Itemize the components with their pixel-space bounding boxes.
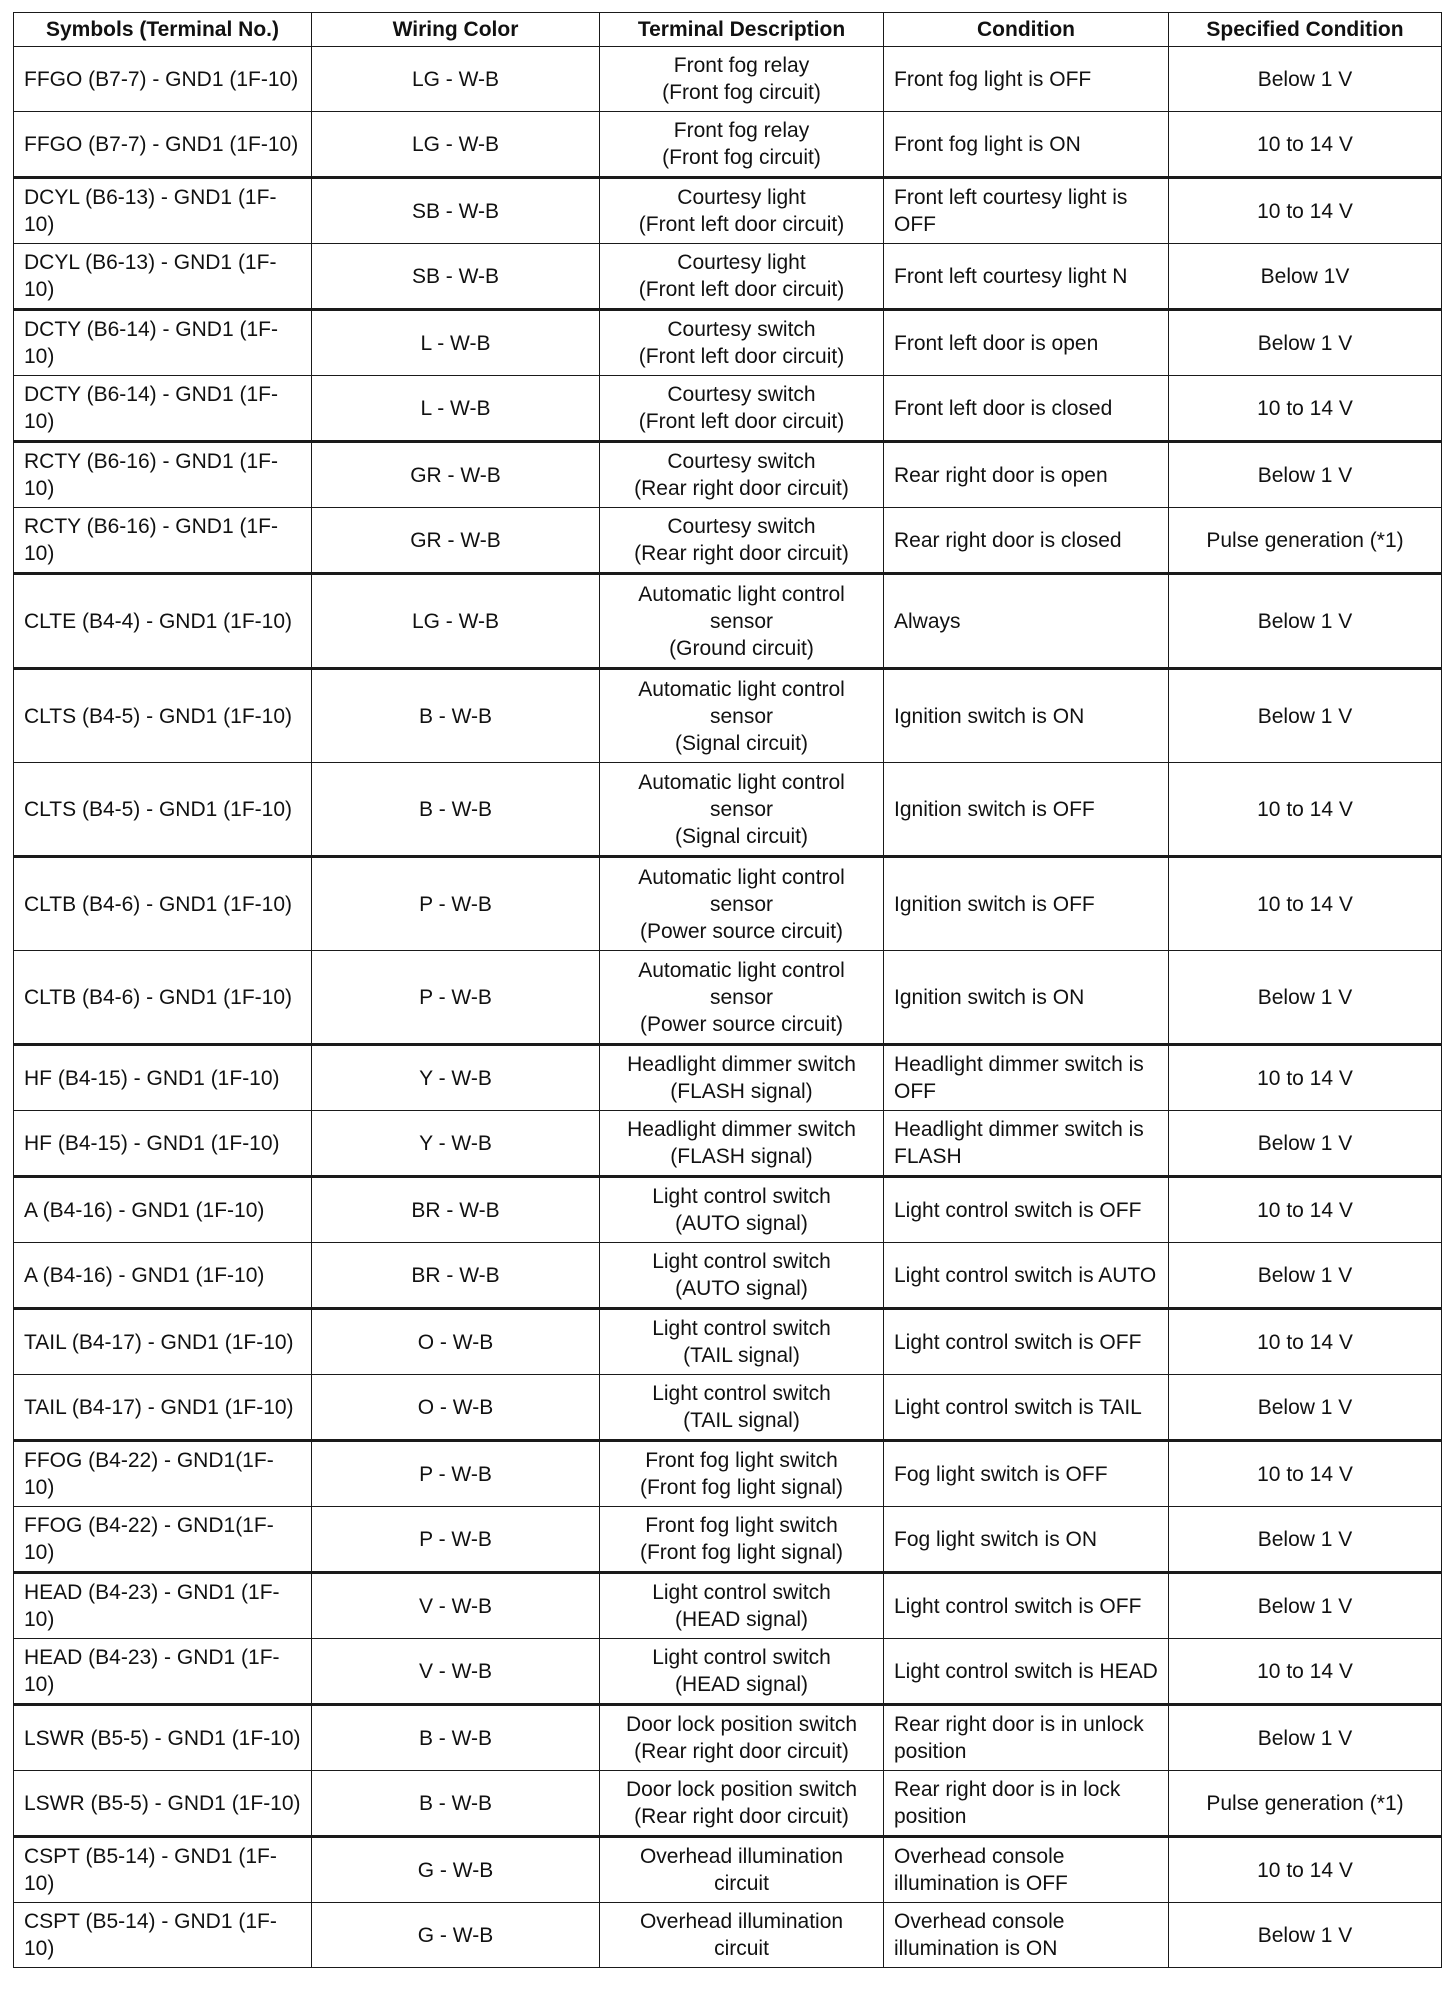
cell-wiring-color: Y - W-B <box>312 1111 600 1177</box>
description-line: (FLASH signal) <box>670 1145 813 1168</box>
table-row <box>14 1243 1442 1309</box>
cell-terminal-description <box>600 1441 884 1507</box>
cell-condition: Rear right door is open <box>884 442 1169 508</box>
description-line: (Signal circuit) <box>674 731 809 755</box>
description-line: (Front left door circuit) <box>638 278 845 301</box>
description-line: Automatic light control <box>638 770 845 794</box>
cell-wiring-color: P - W-B <box>312 951 600 1045</box>
cell-specified-condition: Below 1 V <box>1169 47 1442 112</box>
description-line: Light control switch <box>652 1185 831 1208</box>
description-line: sensor <box>709 704 774 728</box>
table-row <box>14 1309 1442 1375</box>
cell-wiring-color: Y - W-B <box>312 1045 600 1111</box>
table-row <box>14 112 1442 178</box>
table-row <box>14 508 1442 574</box>
cell-wiring-color: G - W-B <box>312 1837 600 1903</box>
cell-wiring-color: B - W-B <box>312 1705 600 1771</box>
cell-terminal-description <box>600 951 884 1045</box>
cell-wiring-color: V - W-B <box>312 1639 600 1705</box>
cell-condition: Rear right door is in unlock position <box>884 1705 1169 1771</box>
cell-symbol: HEAD (B4-23) - GND1 (1F-10) <box>14 1639 312 1705</box>
cell-wiring-color: O - W-B <box>312 1375 600 1441</box>
description-line: Automatic light control <box>638 958 845 982</box>
cell-symbol: A (B4-16) - GND1 (1F-10) <box>14 1177 312 1243</box>
description-line: Front fog relay <box>673 119 810 142</box>
cell-specified-condition: Below 1 V <box>1169 1243 1442 1309</box>
table-row <box>14 1837 1442 1903</box>
cell-specified-condition: 10 to 14 V <box>1169 1837 1442 1903</box>
description-line: Light control switch <box>652 1581 831 1604</box>
description-line: (Ground circuit) <box>669 636 814 660</box>
cell-terminal-description <box>600 310 884 376</box>
description-line: sensor <box>709 797 774 821</box>
cell-condition: Front left courtesy light N <box>884 244 1169 310</box>
cell-terminal-description <box>600 574 884 669</box>
cell-wiring-color: G - W-B <box>312 1903 600 1968</box>
cell-condition: Fog light switch is OFF <box>884 1441 1169 1507</box>
cell-terminal-description <box>600 857 884 951</box>
cell-specified-condition: Below 1 V <box>1169 1375 1442 1441</box>
description-line: (HEAD signal) <box>674 1673 809 1696</box>
cell-symbol: RCTY (B6-16) - GND1 (1F-10) <box>14 508 312 574</box>
table-row <box>14 1573 1442 1639</box>
cell-specified-condition: Pulse generation (*1) <box>1169 1771 1442 1837</box>
cell-symbol: CLTE (B4-4) - GND1 (1F-10) <box>14 574 312 669</box>
cell-symbol: CLTB (B4-6) - GND1 (1F-10) <box>14 951 312 1045</box>
cell-symbol: CLTS (B4-5) - GND1 (1F-10) <box>14 763 312 857</box>
cell-terminal-description <box>600 1903 884 1968</box>
description-line: (AUTO signal) <box>675 1212 808 1235</box>
cell-specified-condition: 10 to 14 V <box>1169 376 1442 442</box>
cell-terminal-description <box>600 1507 884 1573</box>
cell-wiring-color: P - W-B <box>312 1441 600 1507</box>
description-line: (AUTO signal) <box>675 1277 808 1300</box>
cell-specified-condition: 10 to 14 V <box>1169 1309 1442 1375</box>
cell-condition: Front left courtesy light is OFF <box>884 178 1169 244</box>
description-line: (Rear right door circuit) <box>634 1740 849 1763</box>
cell-specified-condition: Below 1 V <box>1169 442 1442 508</box>
cell-specified-condition: 10 to 14 V <box>1169 112 1442 178</box>
description-line: (FLASH signal) <box>670 1080 813 1103</box>
cell-specified-condition: Below 1V <box>1169 244 1442 310</box>
cell-condition: Rear right door is closed <box>884 508 1169 574</box>
description-line: Automatic light control <box>638 582 845 606</box>
cell-condition: Headlight dimmer switch is OFF <box>884 1045 1169 1111</box>
cell-specified-condition: Below 1 V <box>1169 1705 1442 1771</box>
cell-symbol: FFOG (B4-22) - GND1(1F-10) <box>14 1441 312 1507</box>
description-line: Overhead illumination <box>639 1845 844 1868</box>
cell-wiring-color: P - W-B <box>312 857 600 951</box>
header-specified-condition: Specified Condition <box>1169 13 1442 47</box>
table-row <box>14 1177 1442 1243</box>
cell-terminal-description <box>600 1771 884 1837</box>
description-line: (Rear right door circuit) <box>634 477 849 500</box>
table-row <box>14 1705 1442 1771</box>
table-row <box>14 1639 1442 1705</box>
cell-terminal-description <box>600 112 884 178</box>
cell-symbol: DCTY (B6-14) - GND1 (1F-10) <box>14 376 312 442</box>
table-row <box>14 669 1442 763</box>
cell-specified-condition: Below 1 V <box>1169 951 1442 1045</box>
cell-symbol: CLTS (B4-5) - GND1 (1F-10) <box>14 669 312 763</box>
cell-condition: Ignition switch is OFF <box>884 763 1169 857</box>
cell-symbol: DCYL (B6-13) - GND1 (1F-10) <box>14 178 312 244</box>
cell-specified-condition: Below 1 V <box>1169 1111 1442 1177</box>
description-line: Front fog relay <box>673 54 810 77</box>
cell-specified-condition: 10 to 14 V <box>1169 178 1442 244</box>
cell-condition: Front left door is open <box>884 310 1169 376</box>
description-line: sensor <box>709 892 774 916</box>
description-line: Courtesy light <box>677 251 806 274</box>
description-line: Courtesy light <box>677 186 806 209</box>
header-wiring-color: Wiring Color <box>312 13 600 47</box>
cell-condition: Front left door is closed <box>884 376 1169 442</box>
cell-condition: Light control switch is TAIL <box>884 1375 1169 1441</box>
cell-wiring-color: BR - W-B <box>312 1177 600 1243</box>
cell-symbol: HF (B4-15) - GND1 (1F-10) <box>14 1045 312 1111</box>
cell-specified-condition: Below 1 V <box>1169 310 1442 376</box>
description-line: Courtesy switch <box>667 383 816 406</box>
cell-symbol: TAIL (B4-17) - GND1 (1F-10) <box>14 1375 312 1441</box>
cell-terminal-description <box>600 1705 884 1771</box>
cell-condition: Headlight dimmer switch is FLASH <box>884 1111 1169 1177</box>
description-line: Automatic light control <box>638 865 845 889</box>
description-line: (Front left door circuit) <box>638 345 845 368</box>
cell-terminal-description <box>600 763 884 857</box>
cell-symbol: HEAD (B4-23) - GND1 (1F-10) <box>14 1573 312 1639</box>
description-line: (Front fog circuit) <box>662 81 821 104</box>
cell-symbol: FFGO (B7-7) - GND1 (1F-10) <box>14 47 312 112</box>
terminal-table <box>13 12 1442 1968</box>
cell-symbol: DCYL (B6-13) - GND1 (1F-10) <box>14 244 312 310</box>
cell-wiring-color: P - W-B <box>312 1507 600 1573</box>
description-line: (Front fog circuit) <box>662 146 821 169</box>
cell-terminal-description <box>600 1573 884 1639</box>
cell-specified-condition: Below 1 V <box>1169 1573 1442 1639</box>
table-row <box>14 244 1442 310</box>
cell-condition: Overhead console illumination is OFF <box>884 1837 1169 1903</box>
cell-terminal-description <box>600 1177 884 1243</box>
table-row <box>14 574 1442 669</box>
table-row <box>14 1045 1442 1111</box>
cell-symbol: CSPT (B5-14) - GND1 (1F-10) <box>14 1903 312 1968</box>
description-line: Headlight dimmer switch <box>627 1118 856 1141</box>
cell-terminal-description <box>600 442 884 508</box>
cell-condition: Fog light switch is ON <box>884 1507 1169 1573</box>
cell-symbol: A (B4-16) - GND1 (1F-10) <box>14 1243 312 1309</box>
cell-symbol: CLTB (B4-6) - GND1 (1F-10) <box>14 857 312 951</box>
table-row <box>14 1375 1442 1441</box>
cell-wiring-color: GR - W-B <box>312 442 600 508</box>
cell-symbol: FFGO (B7-7) - GND1 (1F-10) <box>14 112 312 178</box>
table-row <box>14 951 1442 1045</box>
cell-specified-condition: 10 to 14 V <box>1169 1441 1442 1507</box>
description-line: Light control switch <box>652 1382 831 1405</box>
table-row <box>14 857 1442 951</box>
cell-specified-condition: Below 1 V <box>1169 574 1442 669</box>
cell-specified-condition: 10 to 14 V <box>1169 1177 1442 1243</box>
cell-wiring-color: BR - W-B <box>312 1243 600 1309</box>
description-line: (TAIL signal) <box>683 1409 800 1432</box>
cell-condition: Front fog light is ON <box>884 112 1169 178</box>
table-row <box>14 442 1442 508</box>
description-line: (Front left door circuit) <box>638 213 845 236</box>
description-line: (Signal circuit) <box>674 824 809 848</box>
cell-terminal-description <box>600 1837 884 1903</box>
table-row <box>14 763 1442 857</box>
cell-symbol: LSWR (B5-5) - GND1 (1F-10) <box>14 1705 312 1771</box>
cell-specified-condition: Pulse generation (*1) <box>1169 508 1442 574</box>
description-line: Courtesy switch <box>667 515 816 538</box>
description-line: (Power source circuit) <box>639 1012 844 1036</box>
cell-wiring-color: O - W-B <box>312 1309 600 1375</box>
description-line: Front fog light switch <box>645 1449 838 1472</box>
cell-condition: Ignition switch is ON <box>884 669 1169 763</box>
description-line: (Front left door circuit) <box>638 410 845 433</box>
table-body <box>14 47 1442 1968</box>
description-line: (Rear right door circuit) <box>634 542 849 565</box>
description-line: Light control switch <box>652 1250 831 1273</box>
header-condition: Condition <box>884 13 1169 47</box>
cell-symbol: FFOG (B4-22) - GND1(1F-10) <box>14 1507 312 1573</box>
description-line: Door lock position switch <box>625 1713 858 1736</box>
header-terminal-description: Terminal Description <box>600 13 884 47</box>
cell-condition: Rear right door is in lock position <box>884 1771 1169 1837</box>
cell-terminal-description <box>600 1111 884 1177</box>
cell-specified-condition: 10 to 14 V <box>1169 857 1442 951</box>
table-row <box>14 1111 1442 1177</box>
description-line: circuit <box>714 1872 769 1895</box>
cell-terminal-description <box>600 508 884 574</box>
cell-wiring-color: GR - W-B <box>312 508 600 574</box>
cell-condition: Overhead console illumination is ON <box>884 1903 1169 1968</box>
description-line: Overhead illumination <box>639 1910 844 1933</box>
description-line: sensor <box>709 985 774 1009</box>
cell-wiring-color: SB - W-B <box>312 244 600 310</box>
cell-symbol: LSWR (B5-5) - GND1 (1F-10) <box>14 1771 312 1837</box>
description-line: Headlight dimmer switch <box>627 1053 856 1076</box>
description-line: Automatic light control <box>638 677 845 701</box>
cell-condition: Light control switch is OFF <box>884 1573 1169 1639</box>
cell-wiring-color: B - W-B <box>312 763 600 857</box>
description-line: (TAIL signal) <box>683 1344 800 1367</box>
cell-specified-condition: Below 1 V <box>1169 669 1442 763</box>
cell-condition: Light control switch is HEAD <box>884 1639 1169 1705</box>
cell-terminal-description <box>600 1045 884 1111</box>
cell-symbol: TAIL (B4-17) - GND1 (1F-10) <box>14 1309 312 1375</box>
cell-specified-condition: 10 to 14 V <box>1169 1045 1442 1111</box>
table-row <box>14 1903 1442 1968</box>
description-line: (Rear right door circuit) <box>634 1805 849 1828</box>
description-line: Courtesy switch <box>667 318 816 341</box>
cell-terminal-description <box>600 376 884 442</box>
table-row <box>14 47 1442 112</box>
description-line: (HEAD signal) <box>674 1608 809 1631</box>
cell-terminal-description <box>600 1309 884 1375</box>
cell-symbol: CSPT (B5-14) - GND1 (1F-10) <box>14 1837 312 1903</box>
description-line: sensor <box>709 609 774 633</box>
cell-symbol: RCTY (B6-16) - GND1 (1F-10) <box>14 442 312 508</box>
cell-wiring-color: SB - W-B <box>312 178 600 244</box>
table-row <box>14 178 1442 244</box>
table-row <box>14 376 1442 442</box>
cell-specified-condition: 10 to 14 V <box>1169 1639 1442 1705</box>
cell-condition: Light control switch is OFF <box>884 1177 1169 1243</box>
cell-condition: Always <box>884 574 1169 669</box>
cell-terminal-description <box>600 669 884 763</box>
cell-wiring-color: B - W-B <box>312 669 600 763</box>
cell-condition: Light control switch is OFF <box>884 1309 1169 1375</box>
cell-terminal-description <box>600 47 884 112</box>
description-line: circuit <box>714 1937 769 1960</box>
cell-wiring-color: LG - W-B <box>312 574 600 669</box>
cell-wiring-color: LG - W-B <box>312 47 600 112</box>
description-line: (Front fog light signal) <box>639 1476 844 1499</box>
cell-terminal-description <box>600 1639 884 1705</box>
table-row <box>14 1771 1442 1837</box>
cell-wiring-color: B - W-B <box>312 1771 600 1837</box>
cell-terminal-description <box>600 1243 884 1309</box>
cell-terminal-description <box>600 178 884 244</box>
cell-wiring-color: L - W-B <box>312 376 600 442</box>
description-line: Front fog light switch <box>645 1514 838 1537</box>
cell-terminal-description <box>600 1375 884 1441</box>
cell-wiring-color: LG - W-B <box>312 112 600 178</box>
cell-condition: Front fog light is OFF <box>884 47 1169 112</box>
table-row <box>14 1441 1442 1507</box>
description-line: Door lock position switch <box>625 1778 858 1801</box>
cell-condition: Light control switch is AUTO <box>884 1243 1169 1309</box>
cell-symbol: HF (B4-15) - GND1 (1F-10) <box>14 1111 312 1177</box>
cell-symbol: DCTY (B6-14) - GND1 (1F-10) <box>14 310 312 376</box>
table-header-row <box>14 13 1442 47</box>
cell-specified-condition: Below 1 V <box>1169 1903 1442 1968</box>
table-row <box>14 310 1442 376</box>
description-line: Light control switch <box>652 1317 831 1340</box>
description-line: (Power source circuit) <box>639 919 844 943</box>
cell-condition: Ignition switch is OFF <box>884 857 1169 951</box>
header-symbols: Symbols (Terminal No.) <box>14 13 312 47</box>
cell-terminal-description <box>600 244 884 310</box>
cell-condition: Ignition switch is ON <box>884 951 1169 1045</box>
cell-wiring-color: L - W-B <box>312 310 600 376</box>
description-line: Light control switch <box>652 1646 831 1669</box>
table-row <box>14 1507 1442 1573</box>
cell-wiring-color: V - W-B <box>312 1573 600 1639</box>
cell-specified-condition: Below 1 V <box>1169 1507 1442 1573</box>
description-line: (Front fog light signal) <box>639 1541 844 1564</box>
cell-specified-condition: 10 to 14 V <box>1169 763 1442 857</box>
description-line: Courtesy switch <box>667 450 816 473</box>
